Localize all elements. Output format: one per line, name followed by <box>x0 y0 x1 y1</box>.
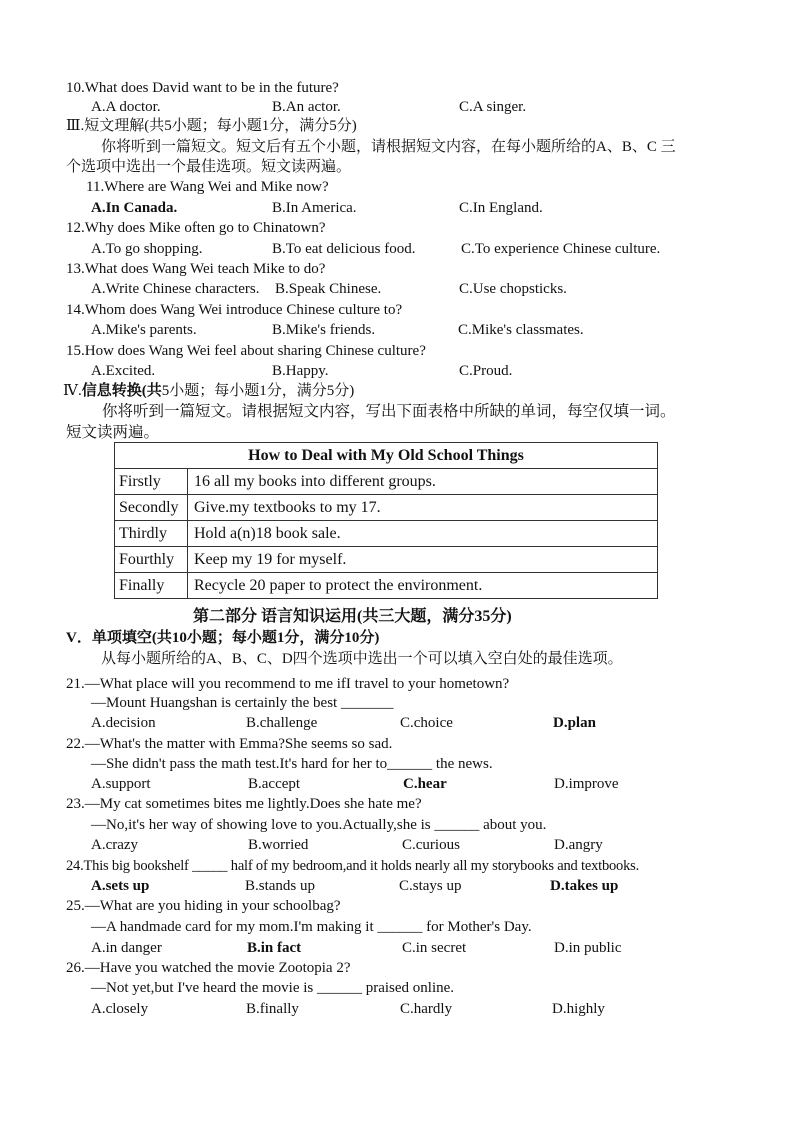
q22-option-c: C.hear <box>403 776 447 792</box>
question-22-line2: —She didn't pass the math test.It's hard for her to______ the news. <box>91 756 493 772</box>
q12-option-a: A.To go shopping. <box>91 241 203 257</box>
q10-option-a: A.A doctor. <box>91 99 161 115</box>
section-4-scoring: 5小题；每小题1分，满分5分) <box>161 383 355 399</box>
table-row <box>115 521 658 547</box>
q24-option-b: B.stands up <box>245 878 316 894</box>
question-13-stem: 13.What does Wang Wei teach Mike to do? <box>66 261 326 277</box>
q25-option-d: D.in public <box>554 940 622 956</box>
question-23-line2: —No,it's her way of showing love to you.Actually,she is ______ about you. <box>91 817 547 833</box>
q21-option-b: B.challenge <box>246 715 318 731</box>
q25-option-c: C.in secret <box>402 940 467 956</box>
q21-option-c: C.choice <box>400 715 453 731</box>
q24-option-d: D.takes up <box>550 878 619 894</box>
q13-option-b: B.Speak Chinese. <box>275 281 382 297</box>
question-10-stem: 10.What does David want to be in the future? <box>66 80 339 96</box>
q26-option-d: D.highly <box>552 1001 605 1017</box>
q24-option-c: C.stays up <box>399 878 462 894</box>
q11-option-a: A.In Canada. <box>91 200 178 216</box>
info-table <box>114 442 658 599</box>
question-21-line2: —Mount Huangshan is certainly the best _______ <box>91 695 394 711</box>
q13-option-a: A.Write Chinese characters. <box>91 281 260 297</box>
q11-option-b: B.In America. <box>272 200 357 216</box>
section-3-instructions-line2: 个选项中选出一个最佳选项。短文读两遍。 <box>66 159 352 175</box>
q15-option-a: A.Excited. <box>91 363 156 379</box>
q25-option-a: A.in danger <box>91 940 162 956</box>
q14-option-b: B.Mike's friends. <box>272 322 376 338</box>
q23-option-d: D.angry <box>554 837 603 853</box>
q10-option-b: B.An actor. <box>272 99 341 115</box>
question-21-line1: 21.—What place will you recommend to me ifI travel to your hometown? <box>66 676 510 692</box>
question-22-line1: 22.—What's the matter with Emma?She seems so sad. <box>66 736 393 752</box>
question-12-stem: 12.Why does Mike often go to Chinatown? <box>66 220 326 236</box>
question-14-stem: 14.Whom does Wang Wei introduce Chinese culture to? <box>66 302 403 318</box>
row-text: Recycle 20 paper to protect the environment. <box>188 573 658 599</box>
q23-option-a: A.crazy <box>91 837 139 853</box>
q11-option-c: C.In England. <box>459 200 543 216</box>
section-3-instructions-line1: 你将听到一篇短文。短文后有五个小题，请根据短文内容，在每小题所给的A、B、C 三 <box>101 139 676 155</box>
q26-option-a: A.closely <box>91 1001 149 1017</box>
question-24-line1: 24.This big bookshelf _____ half of my bedroom,and it holds nearly all my storybooks and textbooks. <box>66 858 640 874</box>
row-label: Finally <box>115 573 188 599</box>
question-26-line2: —Not yet,but I've heard the movie is ______ praised online. <box>91 980 455 996</box>
q10-option-c: C.A singer. <box>459 99 527 115</box>
q21-option-d: D.plan <box>553 715 596 731</box>
q23-option-b: B.worried <box>248 837 309 853</box>
q12-option-b: B.To eat delicious food. <box>272 241 416 257</box>
q14-option-c: C.Mike's classmates. <box>458 322 584 338</box>
row-text: 16 all my books into different groups. <box>188 469 658 495</box>
row-text: Keep my 19 for myself. <box>188 547 658 573</box>
section-4-title <box>63 381 354 401</box>
question-25-line1: 25.—What are you hiding in your schoolbag? <box>66 898 341 914</box>
question-11-stem: 11.Where are Wang Wei and Mike now? <box>86 179 329 195</box>
q12-option-c: C.To experience Chinese culture. <box>461 241 661 257</box>
section-5-title: V．单项填空(共10小题；每小题1分，满分10分) <box>66 630 380 646</box>
q22-option-a: A.support <box>91 776 151 792</box>
q24-option-a: A.sets up <box>91 878 150 894</box>
row-text: Give.my textbooks to my 17. <box>188 495 658 521</box>
q26-option-c: C.hardly <box>400 1001 453 1017</box>
section-4-instructions-line1: 你将听到一篇短文。请根据短文内容，写出下面表格中所缺的单词，每空仅填一词。 <box>102 403 676 420</box>
q25-option-b: B.in fact <box>247 940 302 956</box>
question-25-line2: —A handmade card for my mom.I'm making it ______ for Mother's Day. <box>91 919 532 935</box>
table-title: How to Deal with My Old School Things <box>115 443 658 469</box>
section-3-title: Ⅲ.短文理解(共5小题；每小题1分，满分5分) <box>66 118 357 134</box>
row-label: Fourthly <box>115 547 188 573</box>
q13-option-c: C.Use chopsticks. <box>459 281 567 297</box>
q23-option-c: C.curious <box>402 837 460 853</box>
table-row <box>115 547 658 573</box>
question-23-line1: 23.—My cat sometimes bites me lightly.Does she hate me? <box>66 796 422 812</box>
table-row <box>115 495 658 521</box>
table-row <box>115 573 658 599</box>
q15-option-b: B.Happy. <box>272 363 329 379</box>
row-label: Firstly <box>115 469 188 495</box>
row-label: Secondly <box>115 495 188 521</box>
question-15-stem: 15.How does Wang Wei feel about sharing Chinese culture? <box>66 343 426 359</box>
section-4-instructions-line2: 短文读两遍。 <box>66 424 160 441</box>
section-4-name: 信息转换(共 <box>81 383 162 399</box>
q21-option-a: A.decision <box>91 715 156 731</box>
q26-option-b: B.finally <box>246 1001 299 1017</box>
q15-option-c: C.Proud. <box>459 363 513 379</box>
q22-option-b: B.accept <box>248 776 301 792</box>
section-4-number: Ⅳ. <box>63 383 82 399</box>
section-5-instructions: 从每小题所给的A、B、C、D四个选项中选出一个可以填入空白处的最佳选项。 <box>101 651 623 667</box>
question-26-line1: 26.—Have you watched the movie Zootopia 2? <box>66 960 351 976</box>
row-label: Thirdly <box>115 521 188 547</box>
part-2-title: 第二部分 语言知识运用(共三大题，满分35分) <box>193 608 512 625</box>
q22-option-d: D.improve <box>554 776 619 792</box>
q14-option-a: A.Mike's parents. <box>91 322 197 338</box>
table-row <box>115 469 658 495</box>
row-text: Hold a(n)18 book sale. <box>188 521 658 547</box>
